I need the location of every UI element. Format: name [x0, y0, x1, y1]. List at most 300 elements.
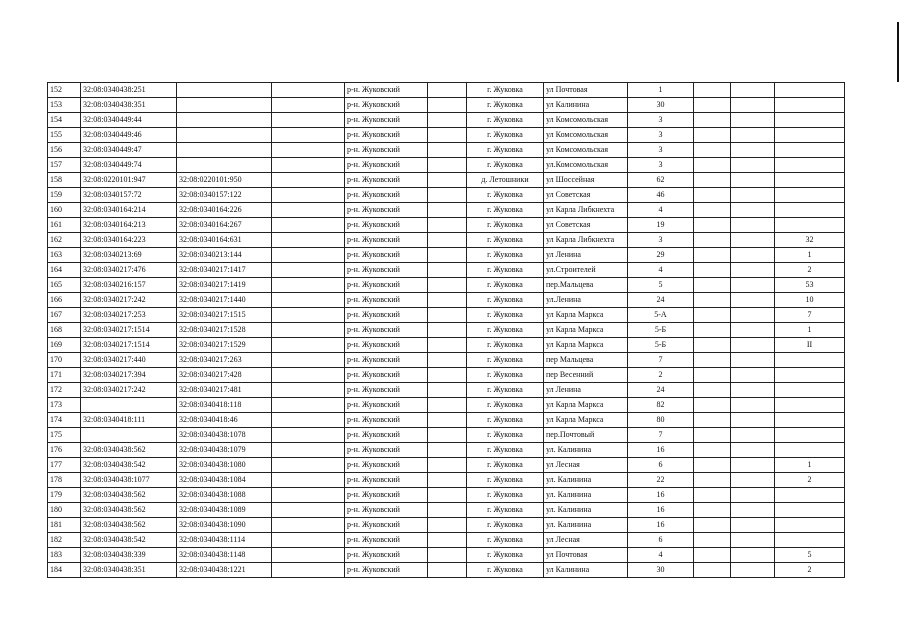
table-row: [48, 83, 845, 98]
row-number-cell: 172: [48, 383, 81, 398]
blank-column-cell: [272, 233, 345, 248]
blank-column-cell: [272, 428, 345, 443]
row-number-cell: 163: [48, 248, 81, 263]
apartment-number-cell: [775, 398, 845, 413]
table-row: [48, 503, 845, 518]
row-number-cell: 158: [48, 173, 81, 188]
blank-column-cell: [272, 263, 345, 278]
row-number-cell: 183: [48, 548, 81, 563]
apartment-number-cell: [775, 533, 845, 548]
row-number-cell: 175: [48, 428, 81, 443]
row-number-cell: 161: [48, 218, 81, 233]
house-number-cell: 22: [628, 473, 694, 488]
district-cell: р-н. Жуковский: [345, 248, 428, 263]
cadastral-number-cell: 32:08:0340438:351: [81, 98, 177, 113]
blank-column-cell: [272, 548, 345, 563]
street-cell: ул Советская: [544, 188, 628, 203]
cadastral-number-cell: 32:08:0340438:251: [81, 83, 177, 98]
table-row: [48, 158, 845, 173]
table-row: [48, 278, 845, 293]
apartment-number-cell: 53: [775, 278, 845, 293]
table-row: [48, 203, 845, 218]
linked-cadastral-number-cell: 32:08:0340217:1417: [177, 263, 272, 278]
house-number-cell: 82: [628, 398, 694, 413]
cadastral-number-cell: 32:08:0340438:542: [81, 533, 177, 548]
blank-column-3-cell: [694, 218, 731, 233]
cadastral-number-cell: 32:08:0340164:214: [81, 203, 177, 218]
blank-column-cell: [272, 248, 345, 263]
blank-column-3-cell: [694, 503, 731, 518]
table-row: [48, 308, 845, 323]
table-row: [48, 443, 845, 458]
blank-column-4-cell: [731, 323, 775, 338]
cadastral-number-cell: 32:08:0340438:562: [81, 443, 177, 458]
page-edge-mark: [897, 22, 899, 82]
blank-column-2-cell: [428, 428, 467, 443]
cadastral-number-cell: 32:08:0340449:46: [81, 128, 177, 143]
blank-column-3-cell: [694, 413, 731, 428]
house-number-cell: 2: [628, 368, 694, 383]
blank-column-2-cell: [428, 398, 467, 413]
house-number-cell: 16: [628, 518, 694, 533]
row-number-cell: 166: [48, 293, 81, 308]
blank-column-4-cell: [731, 188, 775, 203]
table-row: [48, 113, 845, 128]
linked-cadastral-number-cell: 32:08:0340164:226: [177, 203, 272, 218]
blank-column-2-cell: [428, 203, 467, 218]
locality-cell: г. Жуковка: [467, 278, 544, 293]
house-number-cell: 3: [628, 233, 694, 248]
linked-cadastral-number-cell: 32:08:0340438:1090: [177, 518, 272, 533]
blank-column-2-cell: [428, 158, 467, 173]
street-cell: ул.Ленина: [544, 293, 628, 308]
locality-cell: г. Жуковка: [467, 353, 544, 368]
blank-column-2-cell: [428, 128, 467, 143]
house-number-cell: 7: [628, 428, 694, 443]
linked-cadastral-number-cell: 32:08:0340438:1080: [177, 458, 272, 473]
district-cell: р-н. Жуковский: [345, 443, 428, 458]
linked-cadastral-number-cell: [177, 128, 272, 143]
row-number-cell: 168: [48, 323, 81, 338]
blank-column-cell: [272, 293, 345, 308]
street-cell: ул Калинина: [544, 98, 628, 113]
blank-column-4-cell: [731, 383, 775, 398]
locality-cell: г. Жуковка: [467, 143, 544, 158]
house-number-cell: 3: [628, 128, 694, 143]
house-number-cell: 16: [628, 488, 694, 503]
blank-column-2-cell: [428, 353, 467, 368]
blank-column-2-cell: [428, 263, 467, 278]
blank-column-4-cell: [731, 128, 775, 143]
row-number-cell: 160: [48, 203, 81, 218]
blank-column-cell: [272, 83, 345, 98]
blank-column-cell: [272, 338, 345, 353]
locality-cell: г. Жуковка: [467, 383, 544, 398]
row-number-cell: 159: [48, 188, 81, 203]
locality-cell: г. Жуковка: [467, 83, 544, 98]
row-number-cell: 165: [48, 278, 81, 293]
blank-column-cell: [272, 158, 345, 173]
locality-cell: г. Жуковка: [467, 413, 544, 428]
street-cell: ул. Калинина: [544, 473, 628, 488]
street-cell: ул Карла Либкнехта: [544, 233, 628, 248]
cadastral-number-cell: 32:08:0340164:213: [81, 218, 177, 233]
blank-column-3-cell: [694, 263, 731, 278]
blank-column-2-cell: [428, 548, 467, 563]
district-cell: р-н. Жуковский: [345, 398, 428, 413]
locality-cell: г. Жуковка: [467, 533, 544, 548]
blank-column-cell: [272, 98, 345, 113]
blank-column-2-cell: [428, 533, 467, 548]
blank-column-2-cell: [428, 248, 467, 263]
linked-cadastral-number-cell: 32:08:0340164:267: [177, 218, 272, 233]
row-number-cell: 176: [48, 443, 81, 458]
apartment-number-cell: [775, 518, 845, 533]
blank-column-cell: [272, 413, 345, 428]
house-number-cell: 24: [628, 383, 694, 398]
linked-cadastral-number-cell: 32:08:0340438:1084: [177, 473, 272, 488]
blank-column-3-cell: [694, 143, 731, 158]
table-row: [48, 473, 845, 488]
table-row: [48, 233, 845, 248]
cadastral-number-cell: 32:08:0220101:947: [81, 173, 177, 188]
house-number-cell: 6: [628, 533, 694, 548]
table-row: [48, 353, 845, 368]
district-cell: р-н. Жуковский: [345, 158, 428, 173]
table-row: [48, 323, 845, 338]
linked-cadastral-number-cell: 32:08:0340418:118: [177, 398, 272, 413]
linked-cadastral-number-cell: 32:08:0340164:631: [177, 233, 272, 248]
house-number-cell: 16: [628, 443, 694, 458]
street-cell: пер.Мальцева: [544, 278, 628, 293]
cadastral-number-cell: 32:08:0340449:44: [81, 113, 177, 128]
street-cell: ул Комсомольская: [544, 113, 628, 128]
locality-cell: г. Жуковка: [467, 443, 544, 458]
house-number-cell: 29: [628, 248, 694, 263]
house-number-cell: 62: [628, 173, 694, 188]
district-cell: р-н. Жуковский: [345, 413, 428, 428]
row-number-cell: 182: [48, 533, 81, 548]
street-cell: ул Карла Либкнехта: [544, 203, 628, 218]
table-row: [48, 383, 845, 398]
blank-column-cell: [272, 278, 345, 293]
blank-column-2-cell: [428, 188, 467, 203]
blank-column-3-cell: [694, 473, 731, 488]
street-cell: ул Комсомольская: [544, 143, 628, 158]
blank-column-4-cell: [731, 368, 775, 383]
district-cell: р-н. Жуковский: [345, 263, 428, 278]
linked-cadastral-number-cell: [177, 83, 272, 98]
street-cell: ул Карла Маркса: [544, 413, 628, 428]
apartment-number-cell: [775, 203, 845, 218]
blank-column-3-cell: [694, 308, 731, 323]
house-number-cell: 80: [628, 413, 694, 428]
locality-cell: г. Жуковка: [467, 308, 544, 323]
blank-column-4-cell: [731, 278, 775, 293]
blank-column-4-cell: [731, 443, 775, 458]
blank-column-3-cell: [694, 128, 731, 143]
cadastral-number-cell: 32:08:0340438:1077: [81, 473, 177, 488]
district-cell: р-н. Жуковский: [345, 293, 428, 308]
blank-column-4-cell: [731, 98, 775, 113]
blank-column-4-cell: [731, 248, 775, 263]
locality-cell: г. Жуковка: [467, 503, 544, 518]
district-cell: р-н. Жуковский: [345, 308, 428, 323]
locality-cell: г. Жуковка: [467, 338, 544, 353]
row-number-cell: 169: [48, 338, 81, 353]
blank-column-cell: [272, 113, 345, 128]
blank-column-3-cell: [694, 188, 731, 203]
house-number-cell: 4: [628, 263, 694, 278]
linked-cadastral-number-cell: 32:08:0340438:1088: [177, 488, 272, 503]
apartment-number-cell: 5: [775, 548, 845, 563]
cadastral-number-cell: 32:08:0340157:72: [81, 188, 177, 203]
blank-column-cell: [272, 368, 345, 383]
cadastral-number-cell: 32:08:0340217:1514: [81, 338, 177, 353]
table-row: [48, 218, 845, 233]
house-number-cell: 4: [628, 548, 694, 563]
district-cell: р-н. Жуковский: [345, 173, 428, 188]
blank-column-2-cell: [428, 278, 467, 293]
blank-column-2-cell: [428, 368, 467, 383]
blank-column-4-cell: [731, 518, 775, 533]
apartment-number-cell: 2: [775, 263, 845, 278]
apartment-number-cell: [775, 173, 845, 188]
blank-column-3-cell: [694, 368, 731, 383]
blank-column-3-cell: [694, 158, 731, 173]
blank-column-3-cell: [694, 458, 731, 473]
house-number-cell: 30: [628, 98, 694, 113]
row-number-cell: 173: [48, 398, 81, 413]
blank-column-2-cell: [428, 218, 467, 233]
linked-cadastral-number-cell: 32:08:0340438:1148: [177, 548, 272, 563]
blank-column-3-cell: [694, 443, 731, 458]
apartment-number-cell: [775, 128, 845, 143]
blank-column-3-cell: [694, 398, 731, 413]
cadastral-number-cell: 32:08:0340217:242: [81, 293, 177, 308]
street-cell: ул Карла Маркса: [544, 308, 628, 323]
table-row: [48, 413, 845, 428]
blank-column-cell: [272, 203, 345, 218]
locality-cell: г. Жуковка: [467, 158, 544, 173]
row-number-cell: 179: [48, 488, 81, 503]
linked-cadastral-number-cell: 32:08:0340418:46: [177, 413, 272, 428]
table-row: [48, 188, 845, 203]
blank-column-3-cell: [694, 203, 731, 218]
district-cell: р-н. Жуковский: [345, 278, 428, 293]
blank-column-2-cell: [428, 563, 467, 578]
linked-cadastral-number-cell: 32:08:0340217:428: [177, 368, 272, 383]
locality-cell: д. Летошники: [467, 173, 544, 188]
locality-cell: г. Жуковка: [467, 128, 544, 143]
blank-column-4-cell: [731, 503, 775, 518]
linked-cadastral-number-cell: 32:08:0340217:1529: [177, 338, 272, 353]
linked-cadastral-number-cell: 32:08:0340217:1515: [177, 308, 272, 323]
blank-column-3-cell: [694, 428, 731, 443]
apartment-number-cell: 7: [775, 308, 845, 323]
street-cell: ул Ленина: [544, 383, 628, 398]
blank-column-2-cell: [428, 338, 467, 353]
cadastral-number-cell: 32:08:0340217:253: [81, 308, 177, 323]
house-number-cell: 5: [628, 278, 694, 293]
house-number-cell: 5-Б: [628, 323, 694, 338]
street-cell: ул. Калинина: [544, 488, 628, 503]
house-number-cell: 3: [628, 113, 694, 128]
apartment-number-cell: [775, 413, 845, 428]
street-cell: ул. Калинина: [544, 518, 628, 533]
house-number-cell: 3: [628, 143, 694, 158]
blank-column-4-cell: [731, 263, 775, 278]
district-cell: р-н. Жуковский: [345, 143, 428, 158]
table-row: [48, 293, 845, 308]
blank-column-2-cell: [428, 143, 467, 158]
house-number-cell: 30: [628, 563, 694, 578]
blank-column-2-cell: [428, 383, 467, 398]
apartment-number-cell: [775, 188, 845, 203]
apartment-number-cell: [775, 143, 845, 158]
blank-column-cell: [272, 143, 345, 158]
locality-cell: г. Жуковка: [467, 563, 544, 578]
blank-column-3-cell: [694, 278, 731, 293]
apartment-number-cell: 1: [775, 248, 845, 263]
house-number-cell: 5-Б: [628, 338, 694, 353]
blank-column-2-cell: [428, 113, 467, 128]
cadastral-number-cell: 32:08:0340217:440: [81, 353, 177, 368]
cadastral-number-cell: 32:08:0340217:1514: [81, 323, 177, 338]
blank-column-3-cell: [694, 533, 731, 548]
apartment-number-cell: [775, 443, 845, 458]
blank-column-4-cell: [731, 488, 775, 503]
blank-column-4-cell: [731, 113, 775, 128]
house-number-cell: 4: [628, 203, 694, 218]
street-cell: ул Ленина: [544, 248, 628, 263]
table-row: [48, 263, 845, 278]
apartment-number-cell: 2: [775, 473, 845, 488]
table-row: [48, 173, 845, 188]
blank-column-3-cell: [694, 353, 731, 368]
row-number-cell: 178: [48, 473, 81, 488]
apartment-number-cell: 1: [775, 458, 845, 473]
row-number-cell: 171: [48, 368, 81, 383]
house-number-cell: 5-А: [628, 308, 694, 323]
linked-cadastral-number-cell: 32:08:0220101:950: [177, 173, 272, 188]
district-cell: р-н. Жуковский: [345, 83, 428, 98]
blank-column-2-cell: [428, 458, 467, 473]
district-cell: р-н. Жуковский: [345, 503, 428, 518]
table-row: [48, 563, 845, 578]
street-cell: пер Мальцева: [544, 353, 628, 368]
blank-column-4-cell: [731, 173, 775, 188]
street-cell: ул. Калинина: [544, 503, 628, 518]
street-cell: ул Лесная: [544, 458, 628, 473]
blank-column-cell: [272, 488, 345, 503]
row-number-cell: 153: [48, 98, 81, 113]
cadastral-number-cell: 32:08:0340438:562: [81, 518, 177, 533]
district-cell: р-н. Жуковский: [345, 233, 428, 248]
blank-column-4-cell: [731, 473, 775, 488]
locality-cell: г. Жуковка: [467, 488, 544, 503]
district-cell: р-н. Жуковский: [345, 218, 428, 233]
cadastral-number-cell: 32:08:0340164:223: [81, 233, 177, 248]
blank-column-cell: [272, 308, 345, 323]
blank-column-cell: [272, 128, 345, 143]
blank-column-2-cell: [428, 233, 467, 248]
linked-cadastral-number-cell: [177, 143, 272, 158]
blank-column-4-cell: [731, 203, 775, 218]
locality-cell: г. Жуковка: [467, 368, 544, 383]
street-cell: ул Карла Маркса: [544, 398, 628, 413]
apartment-number-cell: 1: [775, 323, 845, 338]
blank-column-cell: [272, 533, 345, 548]
locality-cell: г. Жуковка: [467, 203, 544, 218]
blank-column-4-cell: [731, 218, 775, 233]
district-cell: р-н. Жуковский: [345, 548, 428, 563]
house-number-cell: 1: [628, 83, 694, 98]
cadastral-number-cell: [81, 428, 177, 443]
district-cell: р-н. Жуковский: [345, 533, 428, 548]
blank-column-4-cell: [731, 563, 775, 578]
apartment-number-cell: [775, 83, 845, 98]
blank-column-2-cell: [428, 413, 467, 428]
blank-column-3-cell: [694, 248, 731, 263]
district-cell: р-н. Жуковский: [345, 353, 428, 368]
locality-cell: г. Жуковка: [467, 233, 544, 248]
blank-column-3-cell: [694, 233, 731, 248]
blank-column-2-cell: [428, 503, 467, 518]
blank-column-4-cell: [731, 533, 775, 548]
blank-column-3-cell: [694, 338, 731, 353]
linked-cadastral-number-cell: [177, 158, 272, 173]
blank-column-3-cell: [694, 548, 731, 563]
table-row: [48, 488, 845, 503]
district-cell: р-н. Жуковский: [345, 203, 428, 218]
house-number-cell: 46: [628, 188, 694, 203]
blank-column-cell: [272, 443, 345, 458]
row-number-cell: 154: [48, 113, 81, 128]
linked-cadastral-number-cell: 32:08:0340438:1078: [177, 428, 272, 443]
apartment-number-cell: [775, 368, 845, 383]
blank-column-2-cell: [428, 443, 467, 458]
street-cell: ул Карла Маркса: [544, 338, 628, 353]
locality-cell: г. Жуковка: [467, 188, 544, 203]
blank-column-cell: [272, 473, 345, 488]
locality-cell: г. Жуковка: [467, 98, 544, 113]
table-row: [48, 533, 845, 548]
apartment-number-cell: [775, 158, 845, 173]
row-number-cell: 184: [48, 563, 81, 578]
blank-column-3-cell: [694, 83, 731, 98]
blank-column-cell: [272, 458, 345, 473]
blank-column-cell: [272, 188, 345, 203]
blank-column-2-cell: [428, 293, 467, 308]
table-row: [48, 143, 845, 158]
street-cell: ул.Комсомольская: [544, 158, 628, 173]
locality-cell: г. Жуковка: [467, 248, 544, 263]
locality-cell: г. Жуковка: [467, 548, 544, 563]
house-number-cell: 24: [628, 293, 694, 308]
district-cell: р-н. Жуковский: [345, 338, 428, 353]
district-cell: р-н. Жуковский: [345, 458, 428, 473]
house-number-cell: 19: [628, 218, 694, 233]
locality-cell: г. Жуковка: [467, 458, 544, 473]
street-cell: ул Шоссейная: [544, 173, 628, 188]
table-row: [48, 248, 845, 263]
blank-column-4-cell: [731, 548, 775, 563]
district-cell: р-н. Жуковский: [345, 113, 428, 128]
blank-column-4-cell: [731, 398, 775, 413]
blank-column-cell: [272, 323, 345, 338]
blank-column-3-cell: [694, 323, 731, 338]
